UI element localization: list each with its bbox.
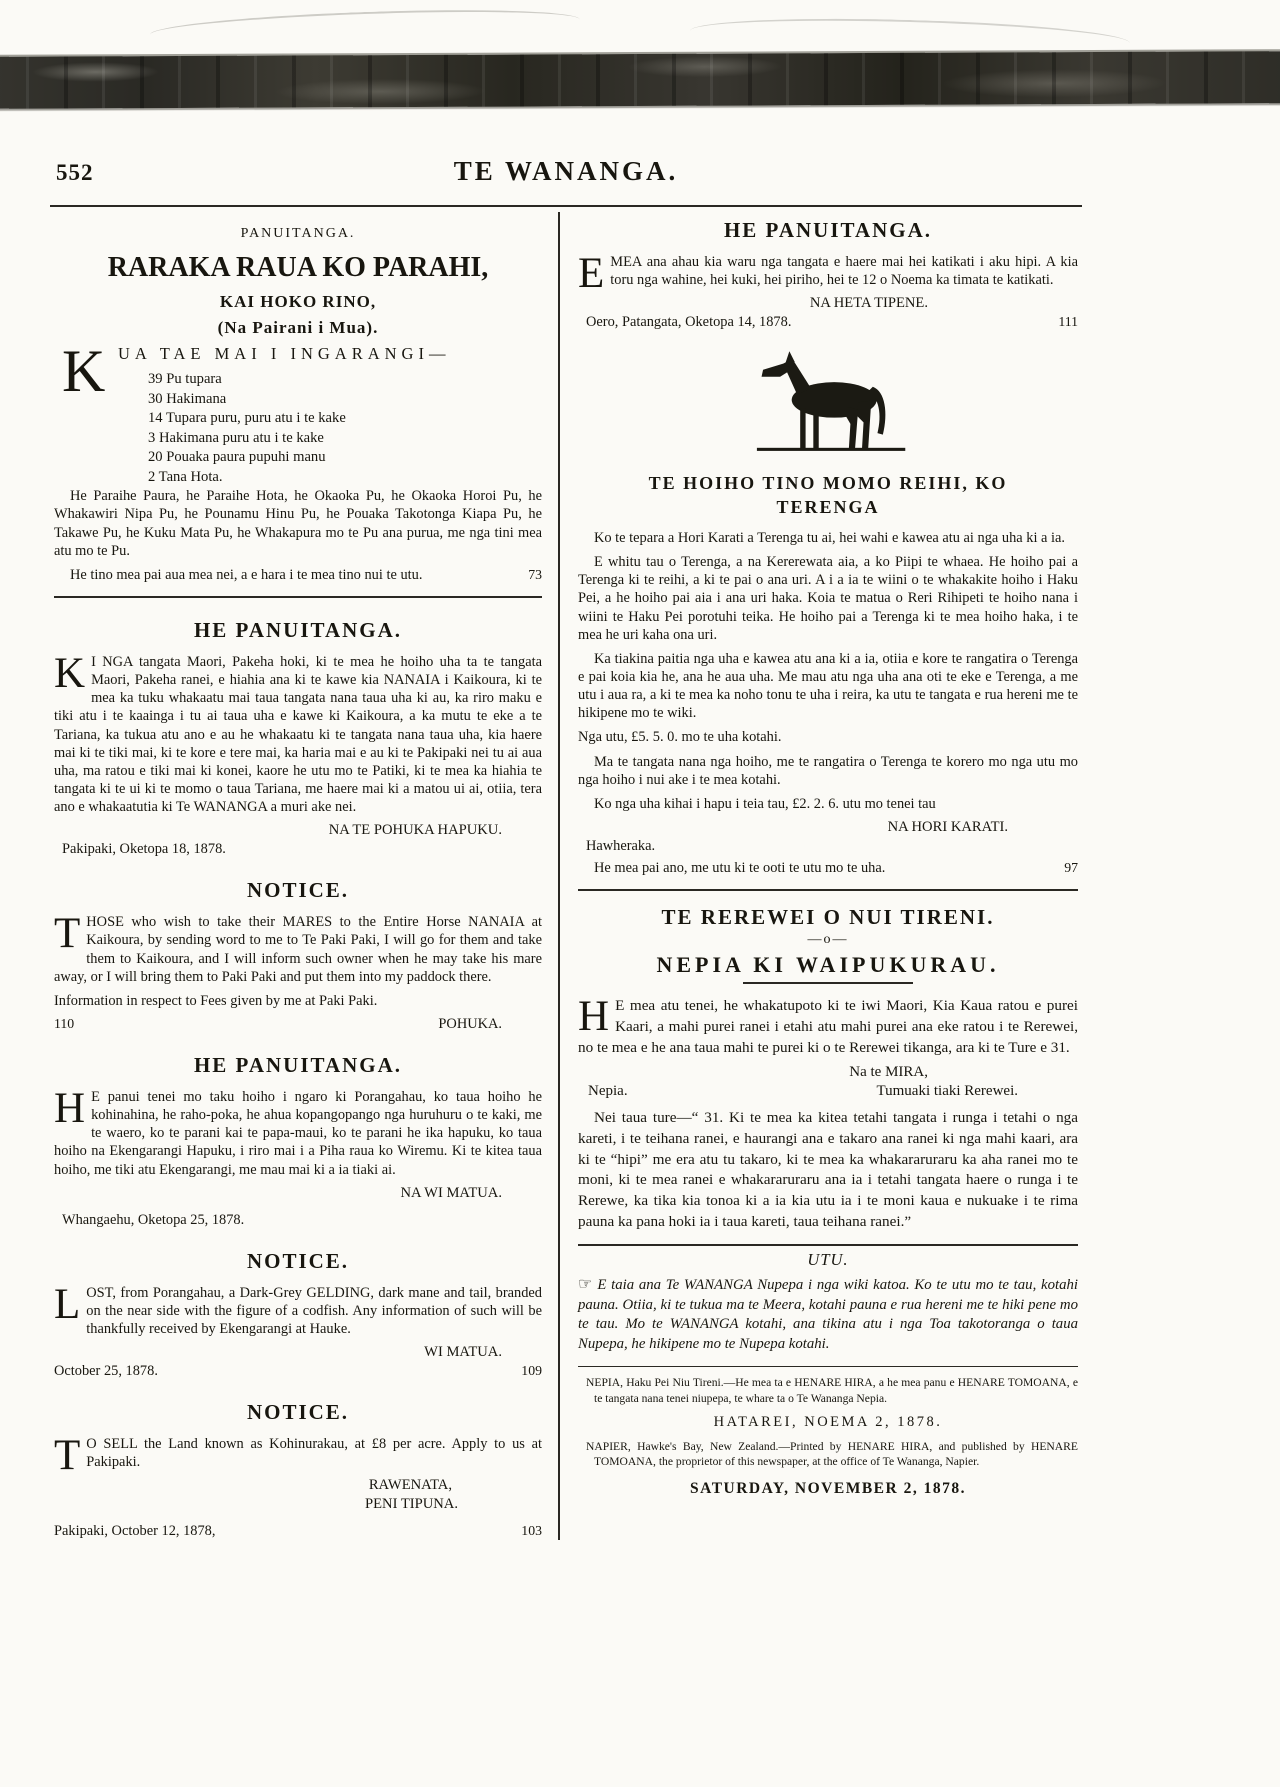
stallion-text: He mea pai ano, me utu ki te ooti te utu mo te uha. — [594, 860, 886, 877]
stallion-text: Ko nga uha kihai i hapu i teia tau, £2. 2. 6. utu mo tenei tau — [594, 795, 936, 812]
scan-artifact — [150, 5, 581, 50]
dateline: Pakipaki, Oketopa 18, 1878. — [62, 841, 226, 858]
place-line: Hawheraka. — [586, 838, 656, 855]
imprint-text: NAPIER, Hawke's Bay, New Zealand.—Printed by HENARE HIRA, and published by HENARE TOMOANA, the proprietor of this newspaper, at the office of Te Wananga, Napier. — [586, 1439, 1078, 1469]
notice-mares — [54, 878, 542, 1033]
advert-paragraph — [54, 487, 542, 560]
notice-land-sale — [54, 1400, 542, 1540]
railway-notice — [578, 905, 1078, 1232]
railway-law-paragraph — [578, 1108, 1078, 1232]
advert-paragraph — [54, 566, 542, 584]
stallion-text: Ka tiakina paitia nga uha e kawea atu ana ki a ia, otiia e kore te rangatira o Terenga e pai koia kia he, ana he aua uha. Me mau atu nga uha ana oti te eke e Terenga, a me utu i aua ra, a ki te mea ka noho tonu te uha i reira, ka utu te tangata e rua hereni me te hikipene mo te wiki. — [578, 650, 1078, 722]
dateline: Oero, Patangata, Oketopa 14, 1878. — [586, 314, 792, 331]
stallion-text: Ma te tangata nana nga hoiho, me te rangatira o Terenga te korero mo nga utu mo nga hoiho i nui ake i te mea kotahi. — [578, 753, 1078, 788]
imprint-maori — [578, 1375, 1078, 1406]
signature: NA HORI KARATI. — [887, 819, 1008, 836]
stallion-paragraph — [578, 650, 1078, 723]
section-rule — [578, 889, 1078, 891]
signature-place: Nepia. — [588, 1083, 628, 1100]
drop-cap: H — [578, 993, 610, 1041]
railway-heading: TE REREWEI O NUI TIRENI. — [661, 905, 995, 930]
subheading-rule — [743, 982, 913, 984]
signature: WI MATUA. — [424, 1344, 502, 1361]
stallion-heading-line2: TERENGA — [776, 496, 880, 517]
opening-line: UA TAE MAI I INGARANGI— — [118, 344, 451, 363]
signature-row — [578, 1083, 1078, 1100]
advert-opening — [54, 338, 542, 487]
stallion-text: E whitu tau o Terenga, a na Kererewata aia, a ko Piipi te whaea. He hoiho pai a Terenga ki te reihi, a ki te pai o ana uri. A i a ia te wiini o te whakakite hoiho i Haku Pei, a he hoiho pai aia i ana uri haka. Koia te matua o Reri Rihipeti te hoiho nana i wiini te Haku Pei porotuhi teika. He hoiho pai a Terenga ki te mea hoiho haka, i te mea he uri kaha ona uri. — [578, 554, 1078, 643]
pointing-hand-icon: ☞ — [578, 1276, 593, 1294]
railway-paragraph — [578, 993, 1078, 1058]
railway-law-text: Nei taua ture—“ 31. Ki te mea ka kitea tetahi tangata i runga i tetahi o nga kareti, i te teihana ranei, e haurangi ana e takaro ana ranei ki nga mahi kaari, ara ki te “hipi” me era atu tu takaro, ki te mea ka whakararuraru ka aha ranei mo te moni, ki te mea ranei e whakararuraru ana ia i tetahi tangata haere o runga i te Rerewe, ka tika kia tonoa ki a ia kia utu ia i te moni kaua e nukuake i te rima pauna ka pana hoki ia i taua kareti, taua teihana ranei.” — [578, 1109, 1078, 1230]
stallion-paragraph — [578, 753, 1078, 789]
dateline: October 25, 1878. — [54, 1363, 158, 1380]
advert-text: I NGA tangata Maori, Pakeha hoki, ki te mea he hoiho uha ta te tangata Maori, Pakeha ranei, e hiahia ana ki te kawe kia NANAIA i Kaikoura, ki te mea ka tuku whakaatu mai taua tangata nana taua uha ki au, ka riro maku e tiki atu i te kaainga i tu ai taua uha e kawe ki Kaikoura, a ka mutu te eke a te Tariana, ka tukua atu ano e au he whakaatu ki te tangata nana taua uha, kia haere mai ki te tiki mai, ki te kore e tere mai, ka haria mai e au ki te Pakipaki nei tu ai aua uha, ma ratou e tiki mai ki konei, kaore he utu mo te Patiki, ki te mea ka hiahia te tangata ki te ui ki te momo o taua Tariana, me haere mai ki a matou ui ai, otiia, tera ano e whakaatutia ki Te WANANGA a muri ake nei. — [54, 653, 542, 816]
section-heading: HE PANUITANGA. — [193, 617, 403, 642]
imprint-text: NEPIA, Haku Pei Niu Tireni.—He mea ta e HENARE HIRA, a he mea panu e HENARE TOMOANA, e te tangata nana tenei niupepa, te whare ta o Te Wananga Nepia. — [586, 1376, 1078, 1405]
drop-cap: E — [578, 250, 605, 297]
signature: PENI TIPUNA. — [365, 1496, 458, 1513]
section-heading: HE PANUITANGA. — [193, 1052, 403, 1077]
right-column — [560, 212, 1082, 1540]
horse-figure — [578, 347, 1078, 464]
list-item: 39 Pu tupara — [148, 371, 222, 387]
page-number: 552 — [56, 160, 94, 185]
advert-text: He tino mea pai aua mea nei, a e hara i te mea tino nui te utu. — [70, 566, 423, 583]
folio-number: 110 — [54, 1015, 75, 1031]
dateline: Pakipaki, October 12, 1878, — [54, 1523, 216, 1540]
list-item: 14 Tupara puru, puru atu i te kake — [148, 410, 346, 427]
scan-artifact-band — [0, 51, 1280, 109]
folio-number: 103 — [521, 1523, 542, 1539]
stallion-paragraph — [578, 529, 1078, 547]
dateline-folio-row — [54, 1363, 542, 1380]
left-column — [50, 212, 558, 1540]
ornament-divider: —o— — [807, 932, 849, 948]
signature: NA WI MATUA. — [400, 1184, 502, 1201]
advert-stallion-terenga — [578, 347, 1078, 877]
advert-text: E panui tenei mo taku hoiho i ngaro ki Porangahau, ko taua hoiho he kohinahina, he raho-poka, he ahua kopangopango nga huruhuru o te kaki, me te waero, ko te parani kai te papa-maui, ko te parani he ika hapuku, ko taua hoiho na Ekengarangi Hapuku, i riro mai i a Piha raua ko Wiremu. Ki te kitea taua hoiho, me tiki atu Ekengarangi, me mau mai ki a ia tiaki ai. — [54, 1088, 542, 1178]
notice-paragraph — [54, 1432, 542, 1480]
stallion-text: Ko te tepara a Hori Karati a Terenga tu ai, hei wahi e kawea atu ai nga uha ki a ia. — [594, 530, 1066, 547]
notice-text: O SELL the Land known as Kohinurakau, at £8 per acre. Apply to us at Pakipaki. — [86, 1436, 542, 1471]
list-item: 30 Hakimana — [148, 390, 227, 407]
notice-lost-gelding — [54, 1249, 542, 1380]
stallion-heading-line1: TE HOIHO TINO MOMO REIHI, KO — [648, 473, 1008, 494]
drop-cap: H — [54, 1084, 86, 1132]
advert-text: MEA ana ahau kia waru nga tangata e haere mai hei katikati i aku hipi. A kia toru nga wahine, hei kuki, hei piriho, hei te 12 o Noema ka timata te katikati. — [610, 254, 1078, 289]
stallion-fee-line — [578, 728, 1078, 746]
list-item: 20 Pouaka paura pupuhi manu — [148, 449, 326, 466]
horse-engraving-icon — [743, 347, 913, 459]
advert-subtitle-2: (Na Pairani i Mua). — [217, 318, 379, 337]
page-content — [50, 212, 1082, 1540]
dateline-folio-row — [578, 314, 1078, 331]
folio-number: 97 — [1064, 860, 1078, 876]
notice-paragraph — [54, 1280, 542, 1338]
imprint-date-maori: HATAREI, NOEMA 2, 1878. — [713, 1413, 943, 1430]
drop-cap: K — [54, 649, 86, 697]
stallion-heading — [578, 472, 1078, 519]
goods-list — [148, 370, 542, 487]
notice-text: HOSE who wish to take their MARES to the Entire Horse NANAIA at Kaikoura, by sending word to me to Te Paki Paki, I will go for them and take them to Kaikoura, and I will inform such owner when he may take his mare away, or I will bring them to Paki Paki and put them into my paddock there. — [54, 914, 542, 985]
imprint-date-english: SATURDAY, NOVEMBER 2, 1878. — [690, 1479, 966, 1497]
drop-cap: L — [54, 1280, 81, 1328]
signature: Na te MIRA, — [849, 1064, 928, 1081]
advert-paragraph — [54, 649, 542, 816]
notice-extra-line — [54, 992, 542, 1010]
stallion-text: Nga utu, £5. 5. 0. mo te uha kotahi. — [578, 729, 782, 746]
advert-raraka — [54, 226, 542, 584]
utu-text: E taia ana Te WANANGA Nupepa i nga wiki katoa. Ko te utu mo te tau, kotahi pauna. Otiia, ki te tukua ma te Meera, kotahi pauna e rua hereni me te hiki pene mo te tau. Mo te WANANGA kotahi, ana tikina atu i nga Toa takotoranga o taua Nupepa, he hikipene mo te Nupepa kotahi. — [578, 1277, 1078, 1352]
list-item: 3 Hakimana puru atu i te kake — [148, 429, 324, 446]
notice-text: OST, from Porangahau, a Dark-Grey GELDING, dark mane and tail, branded on the near side with the figure of a codfish. Any information of such will be thankfully received by Ekengarangi at Hauke. — [86, 1284, 542, 1337]
signature: NA TE POHUKA HAPUKU. — [328, 822, 502, 839]
section-rule — [54, 596, 542, 598]
section-rule — [578, 1244, 1078, 1246]
section-heading: HE PANUITANGA. — [723, 218, 933, 242]
folio-number: 111 — [1058, 314, 1078, 330]
stallion-paragraph — [578, 795, 1078, 813]
dateline-folio-row — [54, 1523, 542, 1540]
notice-text: Information in respect to Fees given by me at Paki Paki. — [54, 992, 378, 1009]
utu-paragraph — [578, 1274, 1078, 1354]
signature: RAWENATA, — [368, 1477, 452, 1494]
advert-paragraph — [578, 250, 1078, 297]
railway-text: E mea atu tenei, he whakatupoto ki te iwi Maori, Kia Kaua ratou e purei Kaari, a mahi purei ranei i etahi atu mahi purei ana eke ratou i te Rerewei, no te mea e he ana taua mahi te purei ki o te Rerewei tikanga, ara ki te Ture e 31. — [578, 997, 1078, 1056]
signature-title: Tumuaki tiaki Rerewei. — [876, 1083, 1018, 1100]
masthead-title: TE WANANGA. — [453, 156, 679, 186]
imprint-english — [578, 1439, 1078, 1470]
railway-subheading: NEPIA KI WAIPUKURAU. — [656, 952, 1000, 978]
advert-text: He Paraihe Paura, he Paraihe Hota, he Okaoka Pu, he Okaoka Horoi Pu, he Whakawiri Nipa Pu, he Pounamu Hinu Pu, he Pouaka Takotonga Kiapa Pu, he Takawe Pu, he Kuku Mata Pu, he Whakapura mo te Pu ana purua, me nga tini mea atu mo te Pu. — [54, 488, 542, 559]
section-heading: NOTICE. — [246, 1400, 350, 1425]
advert-title: RARAKA RAUA KO PARAHI, — [107, 252, 489, 283]
stallion-closing — [578, 859, 1078, 877]
folio-number: 109 — [521, 1363, 542, 1379]
advert-subtitle-1: KAI HOKO RINO, — [219, 292, 377, 311]
notice-paragraph — [54, 910, 542, 986]
advert-nanaia-maori — [54, 618, 542, 858]
advert-shearers — [578, 218, 1078, 331]
drop-cap: K — [62, 338, 106, 404]
signature: POHUKA. — [438, 1015, 502, 1032]
list-item: 2 Tana Hota. — [148, 468, 223, 485]
subscription-rates — [578, 1250, 1078, 1354]
imprint — [578, 1366, 1078, 1497]
advert-paragraph — [54, 1084, 542, 1179]
signature: NA HETA TIPENE. — [809, 295, 928, 312]
dateline: Whangaehu, Oketopa 25, 1878. — [62, 1211, 245, 1228]
advert-lost-horse-maori — [54, 1053, 542, 1229]
folio-number: 73 — [528, 566, 542, 582]
drop-cap: T — [54, 1432, 81, 1480]
utu-heading: UTU. — [807, 1250, 849, 1270]
drop-cap: T — [54, 910, 81, 958]
stallion-paragraph — [578, 553, 1078, 644]
section-kicker: PANUITANGA. — [240, 226, 356, 241]
section-heading: NOTICE. — [246, 878, 350, 903]
folio-signature-row — [54, 1016, 542, 1033]
section-heading: NOTICE. — [246, 1248, 350, 1273]
header-rule — [50, 205, 1082, 207]
